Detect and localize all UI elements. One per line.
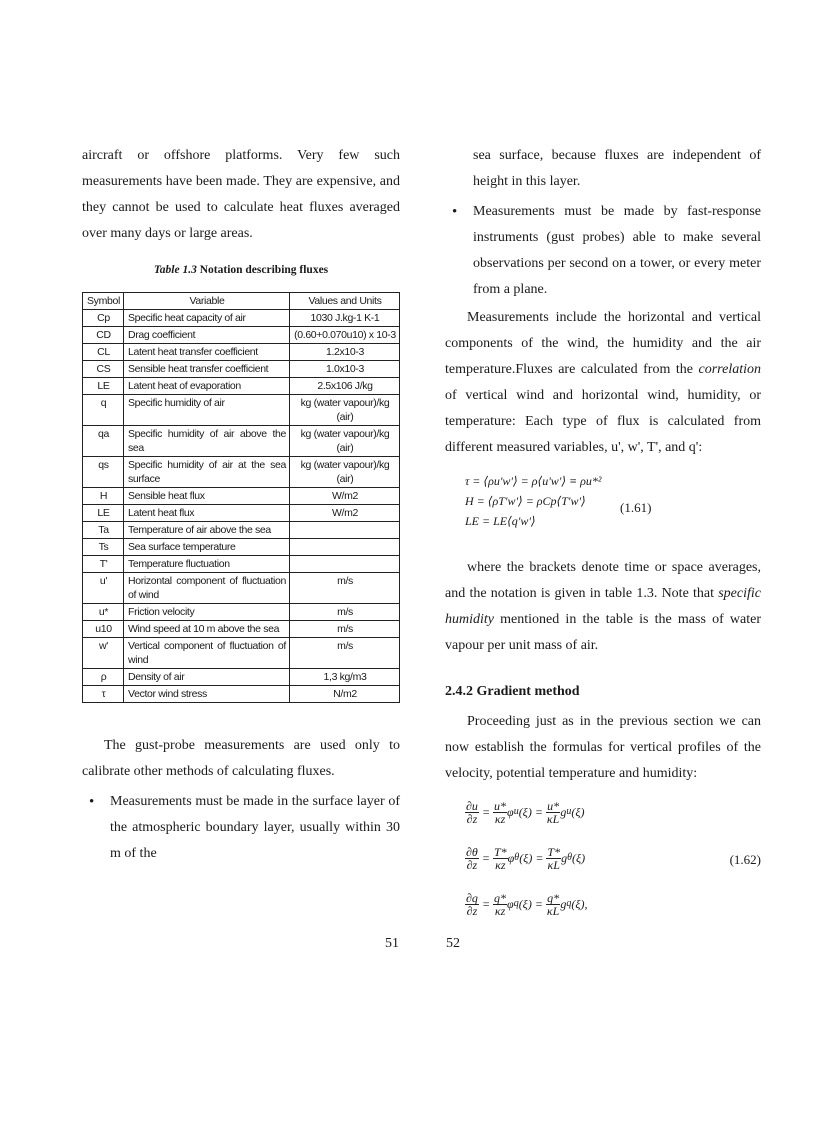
row-symbol: Ta (83, 522, 124, 539)
row-value: m/s (290, 604, 400, 621)
row-variable: Vertical component of fluctuation of wind (124, 638, 290, 669)
row-symbol: qs (83, 457, 124, 488)
row-symbol: Ts (83, 539, 124, 556)
row-variable: Horizontal component of fluctuation of wind (124, 573, 290, 604)
row-symbol: ρ (83, 669, 124, 686)
row-value: kg (water vapour)/kg (air) (290, 426, 400, 457)
table-row (83, 539, 400, 556)
measurements-paragraph: Measurements include the horizontal and vertical components of the wind, the humidity and the air temperature.Fluxes are calculated from the correlation of vertical wind and horizontal wind, humidity, or temperature: Each type of flux is calculated from different measured variables, u', w', T', and q': (445, 310, 761, 455)
row-symbol: u10 (83, 621, 124, 638)
row-value: 1030 J.kg-1 K-1 (290, 310, 400, 327)
row-value (290, 539, 400, 556)
row-value: m/s (290, 621, 400, 638)
row-variable: Vector wind stress (124, 686, 290, 703)
equation-1-61 (445, 465, 761, 555)
row-symbol: CS (83, 361, 124, 378)
table-row (83, 686, 400, 703)
row-symbol: u' (83, 573, 124, 604)
eq-number-1-62: (1.62) (729, 852, 761, 867)
row-variable: Latent heat of evaporation (124, 378, 290, 395)
table-row (83, 310, 400, 327)
row-symbol: q (83, 395, 124, 426)
row-variable: Sensible heat transfer coefficient (124, 361, 290, 378)
row-value: kg (water vapour)/kg (air) (290, 457, 400, 488)
row-variable: Friction velocity (124, 604, 290, 621)
row-value: N/m2 (290, 686, 400, 703)
row-variable: Specific heat capacity of air (124, 310, 290, 327)
row-symbol: w' (83, 638, 124, 669)
row-symbol: qa (83, 426, 124, 457)
bullet-continuation: sea surface, because fluxes are independent of height in this layer. (473, 148, 761, 189)
table-row (83, 573, 400, 604)
section-heading: 2.4.2 Gradient method (445, 684, 580, 699)
table-header-row (83, 293, 400, 310)
row-value: 1.2x10-3 (290, 344, 400, 361)
table-row (83, 669, 400, 686)
eq-sensible-heat: H = ⟨ρT'w'⟩ = ρCp⟨T'w'⟩ (465, 494, 586, 508)
eq-number-1-61: (1.61) (620, 500, 652, 515)
gradient-paragraph: Proceeding just as in the previous section we can now establish the formulas for vertical profiles of the velocity, potential temperature and humidity: (445, 714, 761, 781)
row-variable: Specific humidity of air above the sea (124, 426, 290, 457)
notation-table (82, 292, 400, 703)
table-row (83, 426, 400, 457)
header-variable: Variable (124, 293, 290, 310)
row-value: m/s (290, 638, 400, 669)
header-values: Values and Units (290, 293, 400, 310)
table-row (83, 522, 400, 539)
right-column (445, 143, 761, 927)
row-value: 1,3 kg/m3 (290, 669, 400, 686)
row-value: 2.5x106 J/kg (290, 378, 400, 395)
row-symbol: u* (83, 604, 124, 621)
table-row (83, 505, 400, 522)
row-symbol: τ (83, 686, 124, 703)
row-variable: Latent heat transfer coefficient (124, 344, 290, 361)
row-value: W/m2 (290, 505, 400, 522)
table-row (83, 344, 400, 361)
table-row (83, 488, 400, 505)
row-value: m/s (290, 573, 400, 604)
row-variable: Specific humidity of air (124, 395, 290, 426)
eq-wind-stress: τ = ⟨ρu'w'⟩ = ρ⟨u'w'⟩ ≡ ρu*² (465, 474, 602, 488)
bullet-fast-response: • Measurements must be made by fast-response instruments (gust probes) able to make several observations per second on a tower, or every meter from a plane. (445, 199, 761, 303)
row-variable: Latent heat flux (124, 505, 290, 522)
table-caption: Table 1.3 Notation describing fluxes (153, 264, 329, 276)
row-symbol: CD (83, 327, 124, 344)
header-symbol: Symbol (83, 293, 124, 310)
eq-velocity-profile: $\frac{\partial u}{\partial z}$ = $\frac{u*}{\kappa z}$ φ u (ξ) = $\frac{u*}{\kappa L}$ g u (ξ) (466, 798, 585, 826)
table-row (83, 395, 400, 426)
row-symbol: Cp (83, 310, 124, 327)
table-body (83, 310, 400, 703)
row-variable: Wind speed at 10 m above the sea (124, 621, 290, 638)
row-variable: Specific humidity of air at the sea surface (124, 457, 290, 488)
row-value: 1.0x10-3 (290, 361, 400, 378)
eq-latent-heat: LE = LE⟨q'w'⟩ (465, 514, 536, 528)
row-variable: Density of air (124, 669, 290, 686)
eq-humidity-profile: $\frac{\partial q}{\partial z}$ = $\frac{q*}{\kappa z}$ φ q (ξ) = $\frac{q*}{\kappa L}$ g q (ξ), (466, 890, 588, 918)
table-row (83, 638, 400, 669)
row-variable: Temperature fluctuation (124, 556, 290, 573)
row-symbol: T' (83, 556, 124, 573)
table-row (83, 361, 400, 378)
table-row (83, 457, 400, 488)
row-symbol: H (83, 488, 124, 505)
page-number-right: 52 (446, 936, 460, 951)
left-column (82, 143, 400, 867)
page-number-left: 51 (385, 936, 399, 951)
row-value (290, 522, 400, 539)
row-variable: Drag coefficient (124, 327, 290, 344)
intro-paragraph: aircraft or offshore platforms. Very few such measurements have been made. They are expensive, and they cannot be used to calculate heat fluxes averaged over many days or large areas. (82, 148, 400, 241)
row-value: kg (water vapour)/kg (air) (290, 395, 400, 426)
gust-probe-paragraph: The gust-probe measurements are used only to calibrate other methods of calculating fluxes. (82, 738, 400, 779)
table-row (83, 556, 400, 573)
row-value: W/m2 (290, 488, 400, 505)
table-row (83, 621, 400, 638)
table-row (83, 327, 400, 344)
table-row (83, 604, 400, 621)
table-row (83, 378, 400, 395)
row-variable: Sea surface temperature (124, 539, 290, 556)
row-value: (0.60+0.070u10) x 10-3 (290, 327, 400, 344)
row-symbol: LE (83, 505, 124, 522)
row-value (290, 556, 400, 573)
row-variable: Temperature of air above the sea (124, 522, 290, 539)
eq-temperature-profile: $\frac{\partial\theta}{\partial z}$ = $\frac{T*}{\kappa z}$ φ θ (ξ) = $\frac{T*}{\kappa L}$ g θ (ξ) (466, 844, 586, 872)
brackets-paragraph: where the brackets denote time or space averages, and the notation is given in table 1.3. Note that specific humidity mentioned in the table is the mass of water vapour per unit mass of air. (445, 560, 761, 653)
row-symbol: LE (83, 378, 124, 395)
row-symbol: CL (83, 344, 124, 361)
bullet-surface-layer: • Measurements must be made in the surface layer of the atmospheric boundary layer, usually within 30 m of the (82, 789, 400, 867)
equation-1-62 (465, 789, 761, 927)
row-variable: Sensible heat flux (124, 488, 290, 505)
